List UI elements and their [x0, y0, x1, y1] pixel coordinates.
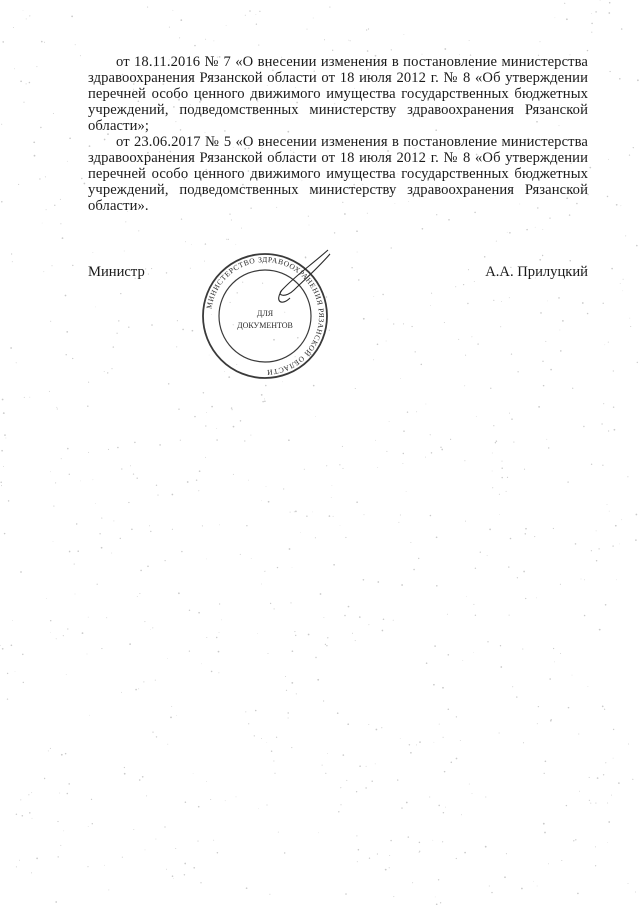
official-stamp	[190, 246, 340, 386]
signatory-title: Министр	[88, 264, 145, 280]
stamp-center-line2: ДОКУМЕНТОВ	[237, 321, 293, 330]
signatory-name: А.А. Прилуцкий	[485, 264, 588, 280]
paragraph-2: от 23.06.2017 № 5 «О внесении изменения в постановление министерства здравоохранения Рязанской области от 18 июля 2012 г. № 8 «Об утверждении перечней особо ценного движимого имущества государственных бюджетных учреждений, подведомственных министерству здравоохранения Рязанской области».	[88, 134, 588, 214]
stamp-center-line1: ДЛЯ	[256, 309, 274, 318]
document-body	[88, 54, 588, 214]
paragraph-1: от 18.11.2016 № 7 «О внесении изменения в постановление министерства здравоохранения Рязанской области от 18 июля 2012 г. № 8 «Об утверждении перечней особо ценного движимого имущества государственных бюджетных учреждений, подведомственных министерству здравоохранения Рязанской области»;	[88, 54, 588, 134]
stamp-ring-text: МИНИСТЕРСТВО ЗДРАВООХРАНЕНИЯ РЯЗАНСКОЙ ОБЛАСТИ	[204, 254, 327, 378]
